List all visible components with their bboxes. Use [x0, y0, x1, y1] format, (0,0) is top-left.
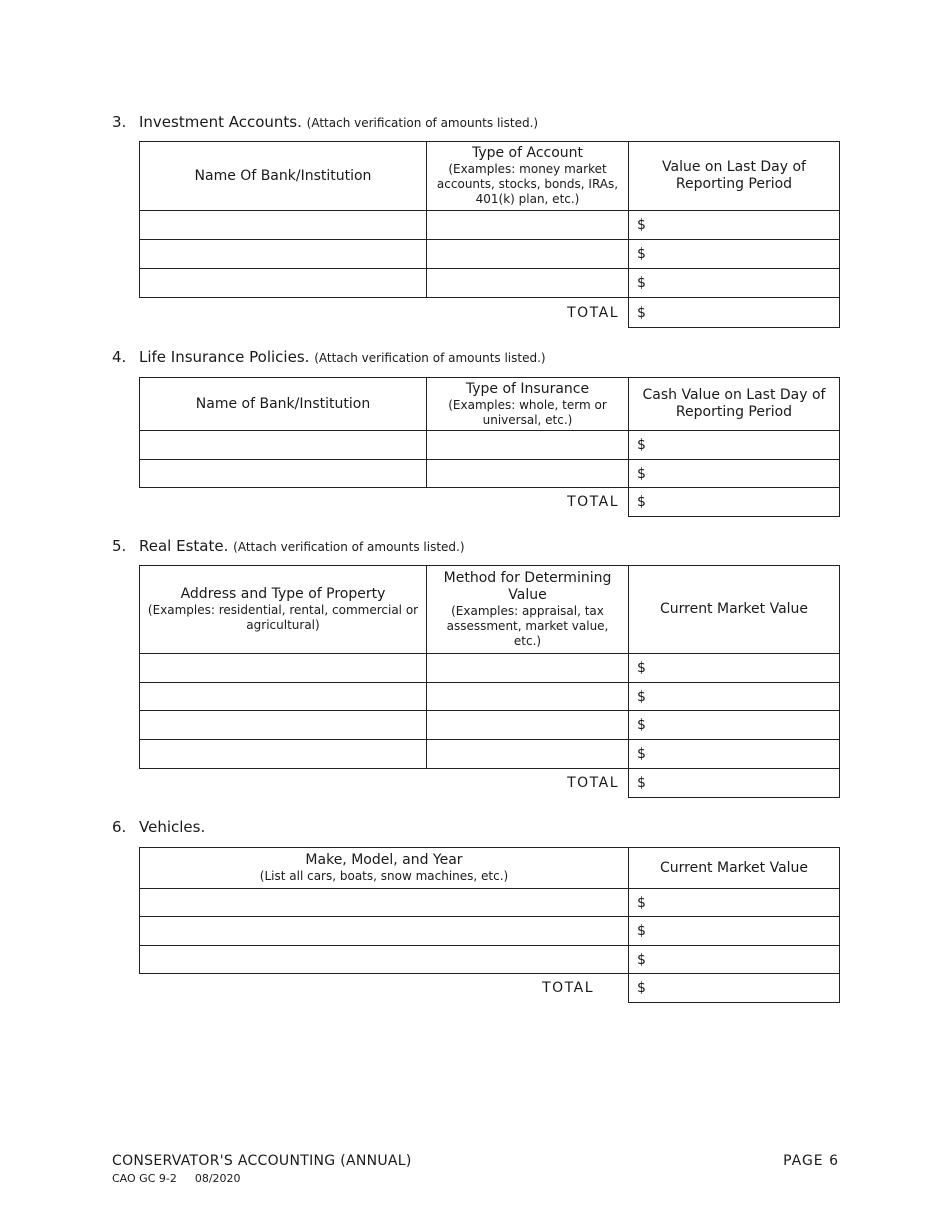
col-header-market-value: Current Market Value	[629, 848, 840, 889]
col-header-examples: (List all cars, boats, snow machines, etc.)	[259, 869, 509, 883]
vehicle-cell[interactable]	[140, 917, 629, 946]
value-cell[interactable]: $	[629, 946, 840, 974]
col-header-examples: (Examples: appraisal, tax assessment, market value, etc.)	[446, 604, 609, 648]
total-row	[140, 974, 840, 1003]
footer-form-title: CONSERVATOR'S ACCOUNTING (ANNUAL)	[112, 1153, 412, 1169]
method-cell[interactable]	[427, 654, 629, 683]
life-insurance-table	[139, 377, 840, 517]
bank-cell[interactable]	[140, 211, 427, 240]
total-value-cell[interactable]: $	[629, 488, 840, 517]
address-cell[interactable]	[140, 740, 427, 769]
bank-cell[interactable]	[140, 431, 427, 460]
total-row	[140, 298, 840, 328]
table-row	[140, 240, 840, 269]
col-header-cash-value: Cash Value on Last Day of Reporting Period	[629, 378, 840, 431]
account-type-cell[interactable]	[427, 211, 629, 240]
col-header-title: Method for Determining Value	[443, 570, 612, 603]
investment-accounts-table	[139, 141, 840, 328]
insurance-type-cell[interactable]	[427, 460, 629, 488]
total-label: TOTAL	[567, 775, 619, 792]
table-row	[140, 917, 840, 946]
col-header-value: Value on Last Day of Reporting Period	[629, 142, 840, 211]
value-cell[interactable]: $	[629, 917, 840, 946]
table-row	[140, 269, 840, 298]
total-value-cell[interactable]: $	[629, 769, 840, 798]
col-header-examples: (Examples: whole, term or universal, etc.)	[448, 397, 607, 427]
section-6-heading	[112, 818, 205, 836]
table-row	[140, 431, 840, 460]
address-cell[interactable]	[140, 654, 427, 683]
value-cell[interactable]: $	[629, 460, 840, 488]
col-header-examples: (Examples: residential, rental, commercial or agricultural)	[147, 603, 419, 632]
value-cell[interactable]: $	[629, 240, 840, 269]
value-cell[interactable]: $	[629, 654, 840, 683]
col-header-insurance-type	[427, 378, 629, 431]
vehicle-cell[interactable]	[140, 889, 629, 917]
form-date: 08/2020	[194, 1172, 241, 1185]
col-header-title: Type of Account	[471, 145, 584, 161]
total-label: TOTAL	[567, 304, 619, 321]
section-note: (Attach verification of amounts listed.)	[314, 351, 546, 365]
account-type-cell[interactable]	[427, 269, 629, 298]
table-row	[140, 683, 840, 711]
section-4-heading	[112, 348, 546, 367]
total-value-cell[interactable]: $	[629, 974, 840, 1003]
table-header-row	[140, 566, 840, 654]
total-row	[140, 769, 840, 798]
table-header-row	[140, 142, 840, 211]
bank-cell[interactable]	[140, 240, 427, 269]
table-row	[140, 460, 840, 488]
footer-form-code	[112, 1172, 259, 1185]
col-header-title: Make, Model, and Year	[305, 852, 463, 868]
section-number: 6.	[112, 818, 127, 836]
total-label: TOTAL	[567, 494, 619, 511]
table-row	[140, 889, 840, 917]
value-cell[interactable]: $	[629, 683, 840, 711]
table-row	[140, 711, 840, 740]
table-row	[140, 211, 840, 240]
col-header-address	[140, 566, 427, 654]
section-3-heading	[112, 113, 538, 132]
section-title: Vehicles.	[139, 818, 206, 836]
value-cell[interactable]: $	[629, 211, 840, 240]
address-cell[interactable]	[140, 683, 427, 711]
insurance-type-cell[interactable]	[427, 431, 629, 460]
col-header-title: Address and Type of Property	[180, 586, 386, 602]
table-row	[140, 946, 840, 974]
section-number: 3.	[112, 113, 127, 131]
section-number: 4.	[112, 348, 127, 366]
method-cell[interactable]	[427, 683, 629, 711]
table-row	[140, 654, 840, 683]
section-title: Life Insurance Policies.	[139, 348, 310, 366]
col-header-bank: Name of Bank/Institution	[140, 378, 427, 431]
section-number: 5.	[112, 537, 127, 555]
table-header-row	[140, 848, 840, 889]
col-header-method	[427, 566, 629, 654]
section-title: Investment Accounts.	[139, 113, 302, 131]
total-value-cell[interactable]: $	[629, 298, 840, 328]
table-header-row	[140, 378, 840, 431]
total-label: TOTAL	[542, 980, 594, 997]
col-header-title: Type of Insurance	[465, 380, 590, 397]
method-cell[interactable]	[427, 740, 629, 769]
section-note: (Attach verification of amounts listed.)	[233, 540, 465, 554]
col-header-bank: Name Of Bank/Institution	[140, 142, 427, 211]
account-type-cell[interactable]	[427, 240, 629, 269]
value-cell[interactable]: $	[629, 269, 840, 298]
table-row	[140, 740, 840, 769]
method-cell[interactable]	[427, 711, 629, 740]
section-title: Real Estate.	[139, 537, 229, 555]
section-5-heading	[112, 537, 465, 556]
real-estate-table	[139, 565, 840, 798]
form-code: CAO GC 9-2	[112, 1172, 177, 1185]
bank-cell[interactable]	[140, 460, 427, 488]
col-header-examples: (Examples: money market accounts, stocks, bonds, IRAs, 401(k) plan, etc.)	[436, 162, 619, 206]
value-cell[interactable]: $	[629, 889, 840, 917]
total-row	[140, 488, 840, 517]
bank-cell[interactable]	[140, 269, 427, 298]
value-cell[interactable]: $	[629, 740, 840, 769]
value-cell[interactable]: $	[629, 431, 840, 460]
col-header-make-model	[140, 848, 629, 889]
page-number: PAGE 6	[783, 1153, 839, 1169]
vehicle-cell[interactable]	[140, 946, 629, 974]
address-cell[interactable]	[140, 711, 427, 740]
col-header-account-type	[427, 142, 629, 211]
value-cell[interactable]: $	[629, 711, 840, 740]
section-note: (Attach verification of amounts listed.)	[306, 116, 539, 130]
col-header-market-value: Current Market Value	[629, 566, 840, 654]
vehicles-table	[139, 847, 840, 1003]
